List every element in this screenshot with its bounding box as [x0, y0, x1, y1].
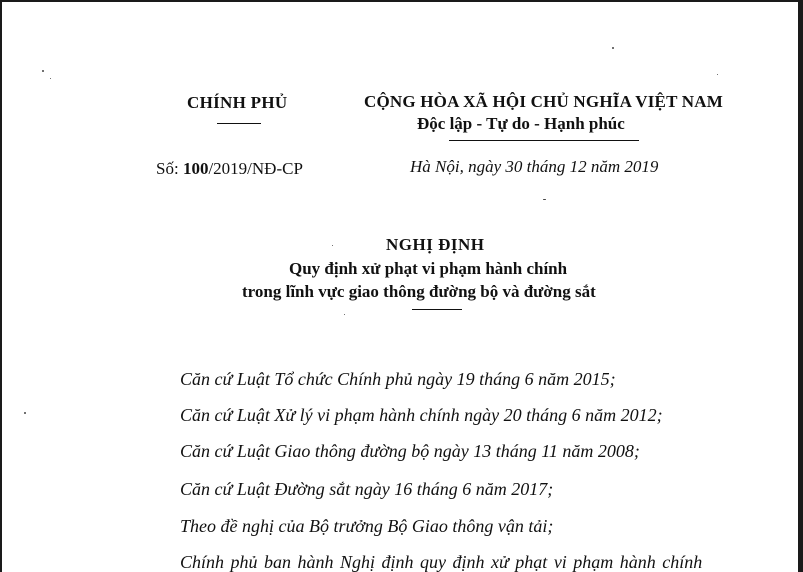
agency-underline [217, 123, 261, 124]
document-number-suffix: /2019/NĐ-CP [208, 159, 303, 178]
legal-basis-line: Căn cứ Luật Giao thông đường bộ ngày 13 tháng 11 năm 2008; [180, 441, 640, 461]
scan-speck [24, 412, 26, 414]
document-type: NGHỊ ĐỊNH [386, 235, 485, 254]
place-and-date: Hà Nội, ngày 30 tháng 12 năm 2019 [410, 157, 659, 176]
motto-underline [449, 140, 639, 141]
scan-speck [543, 199, 546, 200]
legal-basis-line: Căn cứ Luật Tổ chức Chính phủ ngày 19 tháng 6 năm 2015; [180, 369, 616, 389]
scan-speck [50, 78, 51, 79]
document-number-value: 100 [182, 159, 209, 178]
legal-basis-line: Chính phủ ban hành Nghị định quy định xử phạt vi phạm hành chính [180, 552, 703, 572]
republic-name: CỘNG HÒA XÃ HỘI CHỦ NGHĨA VIỆT NAM [364, 92, 723, 111]
document-page [2, 2, 798, 572]
national-motto: Độc lập - Tự do - Hạnh phúc [417, 114, 625, 133]
scan-speck [612, 47, 614, 49]
scan-speck [344, 314, 345, 315]
document-number-prefix: Số: [156, 159, 183, 178]
scan-speck [332, 245, 333, 246]
issuing-agency: CHÍNH PHỦ [187, 93, 288, 112]
legal-basis-line: Theo đề nghị của Bộ trưởng Bộ Giao thông vận tải; [180, 516, 554, 536]
document-subject-line-2: trong lĩnh vực giao thông đường bộ và đường sắt [242, 282, 596, 301]
scan-speck [42, 70, 44, 72]
scan-speck [717, 74, 718, 75]
subject-underline [412, 309, 462, 310]
frame-border-right [798, 0, 803, 572]
document-number [156, 159, 303, 179]
legal-basis-line: Căn cứ Luật Xử lý vi phạm hành chính ngày 20 tháng 6 năm 2012; [180, 405, 663, 425]
legal-basis-line: Căn cứ Luật Đường sắt ngày 16 tháng 6 năm 2017; [180, 479, 554, 499]
document-subject-line-1: Quy định xử phạt vi phạm hành chính [289, 259, 568, 278]
